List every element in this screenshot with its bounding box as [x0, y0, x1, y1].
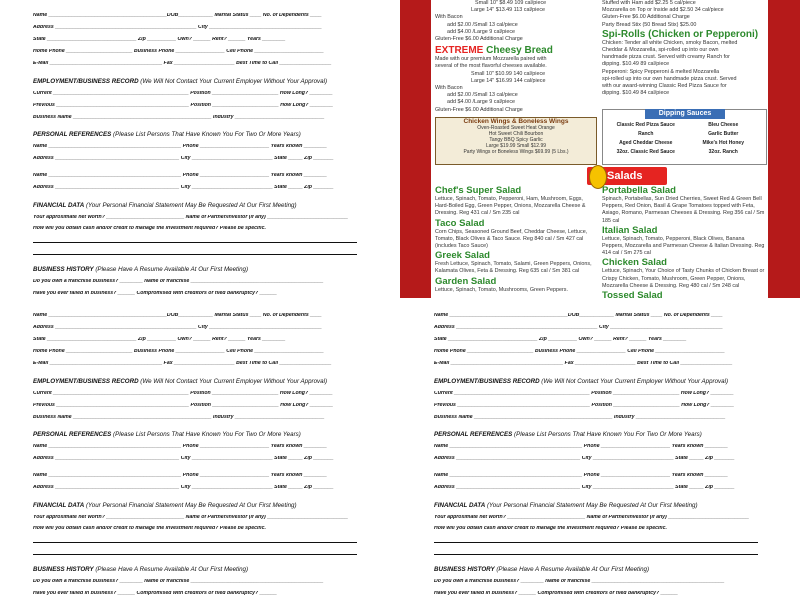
menu-line: With Bacon — [435, 14, 463, 21]
menu-line: add $2.00 /Small 13 cal/piece — [447, 21, 518, 28]
answer-line[interactable] — [434, 542, 758, 543]
employment-heading: EMPLOYMENT/BUSINESS RECORD (We Will Not Contact Your Current Employer Without Your Approval) — [33, 78, 328, 85]
salad-title: Taco Salad — [435, 217, 485, 229]
salad-title: Italian Salad — [602, 224, 658, 236]
employment-heading: EMPLOYMENT/BUSINESS RECORD (We Will Not Contact Your Current Employer Without Your Approval) — [434, 378, 729, 385]
menu-line: Gluten-Free $6.00 Additional Charge — [602, 14, 690, 21]
sauce-item: 32oz. Classic Red Sauce — [616, 149, 675, 155]
salad-title: Chef's Super Salad — [435, 185, 522, 196]
financial-heading: FINANCIAL DATA (Your Personal Financial Statement May Be Requested At Our First Meeting) — [33, 202, 297, 209]
form-row-own-franchise[interactable]: Do you own a franchise business? ________ Name of franchise ______________________________________________ — [33, 579, 324, 584]
form-row-net-worth[interactable]: Your approximate net worth? ___________________________ Name of Partner/Investor (if any) ____________________________ — [33, 215, 349, 220]
menu-line: dipping. $10.49 84 cal/piece — [602, 90, 670, 97]
wings-line: Hot Sweet Chili Bourbon — [488, 131, 544, 137]
form-row-email[interactable]: E-Mail _______________________________________ Fax _____________________ Best Time to Call __________________ — [33, 361, 332, 366]
menu-left-column — [435, 0, 595, 114]
dipping-sauces-box — [602, 109, 767, 165]
form-row-reference-1-address[interactable]: Address ___________________________________________ City ____________________________ State _____ Zip _______ — [33, 456, 334, 461]
salad-desc: Lettuce, Spinach, Your Choice of Tasty Chunks of Chicken Breast or Crispy Chicken, Tomato, Mushroom, Green Pepper, Onions, Mozzarella Cheese & Dressing. Reg 480 cal / Sm 248 cal — [602, 268, 765, 289]
form-row-phone[interactable]: Home Phone _______________________ Business Phone _________________ Cell Phone ________________________ — [33, 349, 324, 354]
form-row-reference-1-name[interactable]: Name ______________________________________________ Phone ________________________ Years known ________ — [33, 144, 327, 149]
wings-line: Party Wings or Boneless Wings $69.99 (5 Lbs.) — [463, 149, 569, 155]
salads-left-column — [435, 185, 595, 294]
menu-line: dipping. $10.49 89 cal/piece — [602, 61, 670, 68]
salad-title: Greek Salad — [435, 250, 490, 262]
menu-line: Party Bread Stix (50 Bread Stix) $25.00 — [602, 21, 697, 28]
wings-box — [435, 117, 597, 165]
wings-title: Chicken Wings & Boneless Wings — [463, 118, 569, 125]
sauce-item: 32oz. Ranch — [708, 149, 738, 155]
business-history-heading: BUSINESS HISTORY (Please Have A Resume Available At Our First Meeting) — [33, 566, 249, 573]
form-row-own-franchise[interactable]: Do you own a franchise business? ________ Name of franchise ______________________________________________ — [434, 579, 725, 584]
form-row-failed-business[interactable]: Have you ever failed in business? ______ Compromised with creditors or filed bankruptcy? ______ — [33, 591, 277, 596]
references-heading: PERSONAL REFERENCES (Please List Persons That Have Known You For Two Or More Years) — [33, 431, 301, 438]
form-row-name[interactable]: Name _________________________________________DOB____________ Marital Status ____ No. of Dependents ____ — [33, 313, 322, 318]
menu-line: Gluten-Free $6.00 Additional Charge — [435, 36, 523, 43]
form-row-email[interactable]: E-Mail _______________________________________ Fax _____________________ Best Time to Call __________________ — [434, 361, 733, 366]
employment-heading: EMPLOYMENT/BUSINESS RECORD (We Will Not Contact Your Current Employer Without Your Approval) — [33, 378, 328, 385]
menu-line: handmade pizza crust. Served with creamy Ranch for — [602, 54, 730, 61]
form-row-own-franchise[interactable]: Do you own a franchise business? ________ Name of franchise ______________________________________________ — [33, 279, 324, 284]
dipping-sauces-title: Dipping Sauces — [645, 109, 725, 119]
form-row-state[interactable]: State _______________________________ Zip __________ Own? ______ Rent? ______ Years ________ — [33, 337, 286, 342]
wings-line: Oven-Roasted Sweet Heat Orange — [477, 125, 555, 131]
salad-title: Garden Salad — [435, 275, 497, 287]
form-row-net-worth[interactable]: Your approximate net worth? ___________________________ Name of Partner/Investor (if any) ____________________________ — [434, 515, 750, 520]
menu-right-column — [602, 0, 766, 97]
wings-line: Tangy BBQ Spicy Garlic — [489, 137, 543, 143]
salad-desc: Fresh Lettuce, Spinach, Tomato, Salami, Green Peppers, Onions, Kalamata Olives, Feta & Dressing. Reg 635 cal / Sm 381 cal — [435, 261, 592, 275]
salad-desc: Spinach, Portabellas, Sun Dried Cherries, Sweet Red & Green Bell Peppers, Red Onion, Basil & Grape Tomatoes topped with Feta, Asiago, Romano, Parmesan Cheeses & Dressing. Reg 356 cal / Sm 185 cal — [602, 196, 765, 224]
sauce-item: Ranch — [638, 131, 654, 137]
salads-label: Salads — [607, 170, 643, 182]
business-history-heading: BUSINESS HISTORY (Please Have A Resume Available At Our First Meeting) — [434, 566, 650, 573]
sauce-item: Garlic Butter — [708, 131, 739, 137]
menu-line: Large 14" $16.99 144 cal/piece — [471, 77, 546, 84]
form-row-reference-2-address[interactable]: Address ___________________________________________ City ____________________________ State _____ Zip _______ — [434, 485, 735, 490]
sauce-item: Mike's Hot Honey — [702, 140, 744, 146]
salad-title: Tossed Salad — [602, 290, 663, 298]
form-row-cash-credit: How will you obtain cash and/or credit to manage the investment required? Please be specific. — [33, 526, 266, 531]
menu-paper — [431, 0, 768, 298]
form-row-phone[interactable]: Home Phone _______________________ Business Phone _________________ Cell Phone ________________________ — [33, 49, 324, 54]
menu-line: Mozzarella on Top or Inside add $2.50 34 cal/piece — [602, 7, 724, 14]
form-row-cash-credit: How will you obtain cash and/or credit to manage the investment required? Please be specific. — [33, 226, 266, 231]
spirolls-title: Spi-Rolls (Chicken or Pepperoni) — [602, 28, 759, 40]
form-row-reference-2-name[interactable]: Name ______________________________________________ Phone ________________________ Years known ________ — [434, 473, 728, 478]
sauce-item: Aged Cheddar Cheese — [619, 140, 673, 146]
form-row-reference-1-address[interactable]: Address ___________________________________________ City ____________________________ State _____ Zip _______ — [33, 156, 334, 161]
menu-line: Stuffed with Ham add $2.25 5 cal/piece — [602, 0, 696, 6]
financial-heading: FINANCIAL DATA (Your Personal Financial Statement May Be Requested At Our First Meeting) — [434, 502, 698, 509]
sauce-item: Classic Red Pizza Sauce — [616, 122, 675, 128]
form-row-reference-2-address[interactable]: Address ___________________________________________ City ____________________________ State _____ Zip _______ — [33, 185, 334, 190]
menu-line: spi-rolled up into our own handmade pizza crust. Served — [602, 75, 737, 82]
form-row-previous-employer[interactable]: Previous ______________________________________________ Position _______________________ How Long? ________ — [434, 403, 734, 408]
salads-banner — [587, 167, 667, 185]
form-row-address[interactable]: Address _________________________________________________ City _______________________________________ — [434, 325, 723, 330]
form-row-current-employer[interactable]: Current _______________________________________________ Position _______________________ How Long? ________ — [434, 391, 734, 396]
form-row-reference-1-address[interactable]: Address ___________________________________________ City ____________________________ State _____ Zip _______ — [434, 456, 735, 461]
menu-line: Small 10" $10.99 140 cal/piece — [471, 70, 546, 77]
form-row-reference-2-name[interactable]: Name ______________________________________________ Phone ________________________ Years known ________ — [33, 173, 327, 178]
form-row-phone[interactable]: Home Phone _______________________ Business Phone _________________ Cell Phone ________________________ — [434, 349, 725, 354]
form-row-reference-2-name[interactable]: Name ______________________________________________ Phone ________________________ Years known ________ — [33, 473, 327, 478]
answer-line[interactable] — [33, 242, 357, 243]
menu-line: add $2.00 /Small 13 cal/piece — [447, 92, 518, 99]
form-row-failed-business[interactable]: Have you ever failed in business? ______ Compromised with creditors or filed bankruptcy? ______ — [434, 591, 678, 596]
menu-line: add $4.00 /Large 9 cal/piece — [447, 28, 516, 35]
form-row-previous-employer[interactable]: Previous ______________________________________________ Position _______________________ How Long? ________ — [33, 103, 333, 108]
form-row-reference-2-address[interactable]: Address ___________________________________________ City ____________________________ State _____ Zip _______ — [33, 485, 334, 490]
form-row-business-name[interactable]: Business Name ________________________________________________ Industry _______________________________ — [33, 115, 325, 120]
form-row-business-name[interactable]: Business Name ________________________________________________ Industry _______________________________ — [434, 415, 726, 420]
menu-line: Small 10" $8.49 109 cal/piece — [475, 0, 547, 6]
answer-line[interactable] — [33, 254, 357, 255]
salads-right-column — [602, 185, 766, 298]
salad-desc: Lettuce, Spinach, Tomato, Pepperoni, Black Olives, Banana Peppers, Mozzarella and Parmesan Cheese & Italian Dressing. Reg 414 cal / Sm 275 cal — [602, 235, 765, 257]
business-history-heading: BUSINESS HISTORY (Please Have A Resume Available At Our First Meeting) — [33, 266, 249, 273]
menu-line: Gluten-Free $6.00 Additional Charge — [435, 106, 523, 113]
form-row-net-worth[interactable]: Your approximate net worth? ___________________________ Name of Partner/Investor (if any) ____________________________ — [33, 515, 349, 520]
form-row-reference-1-name[interactable]: Name ______________________________________________ Phone ________________________ Years known ________ — [434, 444, 728, 449]
references-heading: PERSONAL REFERENCES (Please List Persons That Have Known You For Two Or More Years) — [33, 131, 301, 138]
form-row-state[interactable]: State _______________________________ Zip __________ Own? ______ Rent? ______ Years ________ — [33, 37, 286, 42]
financial-heading: FINANCIAL DATA (Your Personal Financial Statement May Be Requested At Our First Meeting) — [33, 502, 297, 509]
wings-line: Large $19.99 Small $12.99 — [485, 143, 547, 149]
menu-line: with our award-winning Classic Red Pizza Sauce for — [602, 83, 727, 90]
menu-line: Large 14" $13.49 113 cal/piece — [471, 7, 546, 14]
menu-line: Made with our premium Mozzarella paired with — [435, 56, 547, 63]
form-row-address[interactable]: Address _________________________________________________ City _______________________________________ — [33, 325, 322, 330]
menu-line: Pepperoni: Spicy Pepperoni & melted Mozzarella — [602, 68, 720, 75]
form-row-business-name[interactable]: Business Name ________________________________________________ Industry _______________________________ — [33, 415, 325, 420]
sauce-item: Bleu Cheese — [708, 122, 739, 128]
form-row-address[interactable]: Address _________________________________________________ City _______________________________________ — [33, 25, 322, 30]
references-heading: PERSONAL REFERENCES (Please List Persons That Have Known You For Two Or More Years) — [434, 431, 702, 438]
form-row-name[interactable]: Name _________________________________________DOB____________ Marital Status ____ No. of Dependents ____ — [33, 13, 322, 18]
form-row-current-employer[interactable]: Current _______________________________________________ Position _______________________ How Long? ________ — [33, 91, 333, 96]
form-row-reference-1-name[interactable]: Name ______________________________________________ Phone ________________________ Years known ________ — [33, 444, 327, 449]
pizza-menu-page — [400, 0, 800, 298]
form-row-name[interactable]: Name _________________________________________DOB____________ Marital Status ____ No. of Dependents ____ — [434, 313, 723, 318]
menu-line: With Bacon — [435, 85, 463, 92]
salad-desc: Lettuce, Spinach, Tomato, Pepperoni, Ham, Mushroom, Eggs, Hard-Boiled Egg, Green Pepper, Onions, Mozzarella Cheese & Dressing. Reg 431 cal / Sm 235 cal — [435, 196, 586, 217]
salad-desc: Corn Chips, Seasoned Ground Beef, Cheddar Cheese, Lettuce, Tomato, Black Olives & Taco Sauce. Reg 840 cal / Sm 427 cal (includes Taco Sauce) — [435, 228, 588, 250]
menu-line: add $4.00 /Large 9 cal/piece — [447, 99, 516, 106]
form-row-current-employer[interactable]: Current _______________________________________________ Position _______________________ How Long? ________ — [33, 391, 333, 396]
salad-desc: Lettuce, Spinach, Tomato, Mushrooms, Green Peppers. — [435, 286, 568, 293]
form-row-email[interactable]: E-Mail _______________________________________ Fax _____________________ Best Time to Call __________________ — [33, 61, 332, 66]
menu-line: Chicken: Tender all white Chicken, smoky Bacon, melted — [602, 39, 738, 46]
menu-line: Cheddar & Mozzarella, spi-rolled up into our own — [602, 47, 719, 54]
salad-title: Chicken Salad — [602, 257, 667, 269]
answer-line[interactable] — [33, 554, 357, 555]
form-row-previous-employer[interactable]: Previous ______________________________________________ Position _______________________ How Long? ________ — [33, 403, 333, 408]
menu-line: several of the most flavorful cheeses available. — [435, 63, 547, 70]
cheesy-bread-title: EXTREME Cheesy Bread — [435, 45, 553, 57]
answer-line[interactable] — [33, 542, 357, 543]
answer-line[interactable] — [434, 554, 758, 555]
form-row-failed-business[interactable]: Have you ever failed in business? ______ Compromised with creditors or filed bankruptcy? ______ — [33, 291, 277, 296]
salad-title: Portabella Salad — [602, 185, 676, 196]
form-row-state[interactable]: State _______________________________ Zip __________ Own? ______ Rent? ______ Years ________ — [434, 337, 687, 342]
form-row-cash-credit: How will you obtain cash and/or credit to manage the investment required? Please be specific. — [434, 526, 667, 531]
